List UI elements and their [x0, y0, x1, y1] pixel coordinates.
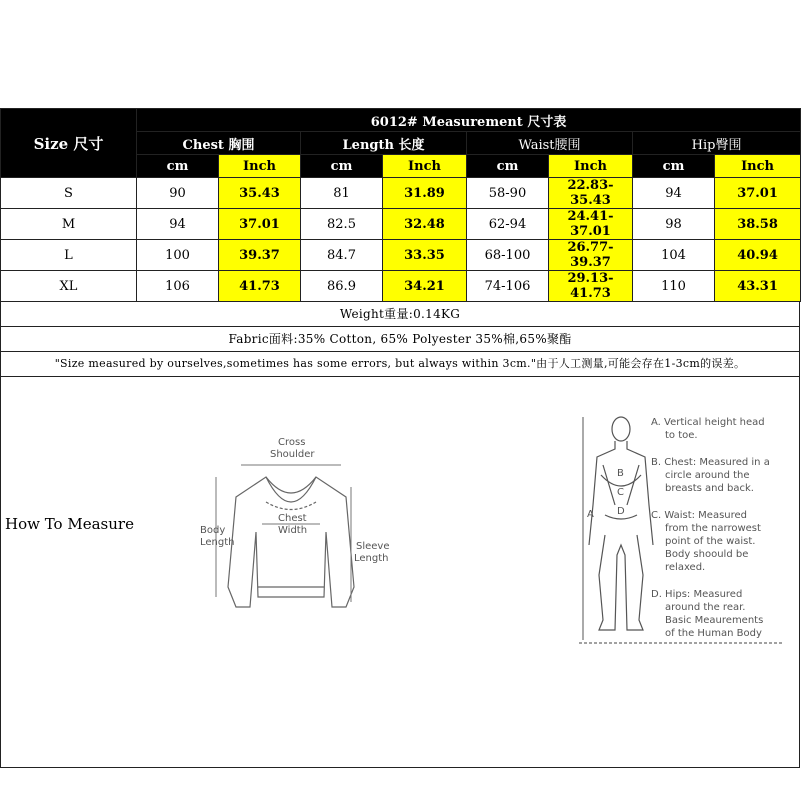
chest-header: Chest 胸围 [137, 132, 301, 155]
chest-cm-cell: 90 [137, 178, 219, 209]
waist-header: Waist腰围 [467, 132, 633, 155]
chest-cm-cell: 94 [137, 209, 219, 240]
hip-inch-cell: 38.58 [715, 209, 801, 240]
letter-c: C [617, 487, 624, 498]
waist-cm-cell: 58-90 [467, 178, 549, 209]
unit-cm: cm [633, 155, 715, 178]
note-c-line: point of the waist. [665, 536, 756, 547]
length-header: Length 长度 [301, 132, 467, 155]
hip-cm-cell: 94 [633, 178, 715, 209]
body-outline [589, 417, 653, 630]
note-d-line: D. Hips: Measured [651, 589, 743, 600]
length-cm-cell: 84.7 [301, 240, 383, 271]
hip-inch-cell: 43.31 [715, 271, 801, 302]
waist-cm-cell: 74-106 [467, 271, 549, 302]
weight-line: Weight重量:0.14KG [0, 302, 800, 327]
table-title: 6012# Measurement 尺寸表 [137, 109, 801, 132]
note-c-line: Body shoould be [665, 549, 749, 560]
length-cm-cell: 81 [301, 178, 383, 209]
table-row [1, 271, 801, 302]
size-cell: S [1, 178, 137, 209]
size-header: Size 尺寸 [1, 109, 137, 178]
size-cell: XL [1, 271, 137, 302]
hip-inch-cell: 37.01 [715, 178, 801, 209]
note-d-line: around the rear. [665, 602, 746, 613]
sleeve-length-label: Length [354, 553, 389, 564]
garment-outline [228, 477, 354, 607]
chest-cm-cell: 100 [137, 240, 219, 271]
hip-inch-cell: 40.94 [715, 240, 801, 271]
table-row [1, 178, 801, 209]
table-row [1, 240, 801, 271]
note-a-line: to toe. [665, 430, 698, 441]
letter-b: B [617, 468, 624, 479]
note-a-line: A. Vertical height head [651, 417, 765, 428]
chest-width-label: Chest [278, 513, 307, 524]
note-d-line: Basic Meaurements [665, 615, 764, 626]
note-d-line: of the Human Body [665, 628, 762, 639]
unit-inch: Inch [549, 155, 633, 178]
length-cm-cell: 86.9 [301, 271, 383, 302]
size-cell: M [1, 209, 137, 240]
waist-inch-cell: 26.77-39.37 [549, 240, 633, 271]
disclaimer-note: "Size measured by ourselves,sometimes has some errors, but always within 3cm."由于人工测量,可能会存在1-3cm的误差。 [0, 352, 800, 377]
table-row [1, 209, 801, 240]
letter-a: A [587, 509, 594, 520]
size-chart [0, 108, 800, 768]
chest-inch-cell: 37.01 [219, 209, 301, 240]
waist-inch-cell: 24.41-37.01 [549, 209, 633, 240]
body-length-label: Body [200, 525, 226, 536]
note-b-line: B. Chest: Measured in a [651, 457, 770, 468]
unit-inch: Inch [219, 155, 301, 178]
note-c-line: C. Waist: Measured [651, 510, 748, 521]
length-inch-cell: 34.21 [383, 271, 467, 302]
chest-width-label: Width [278, 525, 308, 536]
hip-cm-cell: 110 [633, 271, 715, 302]
garment-diagram [196, 437, 390, 637]
fabric-line: Fabric面料:35% Cotton, 65% Polyester 35%棉,65%聚酯 [0, 327, 800, 352]
chest-inch-cell: 41.73 [219, 271, 301, 302]
size-table [0, 108, 801, 302]
length-inch-cell: 31.89 [383, 178, 467, 209]
letter-d: D [617, 506, 625, 517]
waist-cm-cell: 68-100 [467, 240, 549, 271]
hip-cm-cell: 98 [633, 209, 715, 240]
unit-cm: cm [467, 155, 549, 178]
body-notes [651, 417, 770, 639]
note-c-line: relaxed. [665, 562, 706, 573]
hip-cm-cell: 104 [633, 240, 715, 271]
unit-inch: Inch [383, 155, 467, 178]
hip-header: Hip臀围 [633, 132, 801, 155]
unit-cm: cm [137, 155, 219, 178]
note-c-line: from the narrowest [665, 523, 761, 534]
unit-inch: Inch [715, 155, 801, 178]
sleeve-length-label: Sleeve [356, 541, 390, 552]
size-cell: L [1, 240, 137, 271]
how-to-measure-panel [0, 377, 800, 768]
note-b-line: circle around the [665, 470, 750, 481]
how-to-measure-label: How To Measure [5, 515, 134, 533]
length-inch-cell: 33.35 [383, 240, 467, 271]
cross-shoulder-label: Shoulder [270, 449, 315, 460]
chest-inch-cell: 39.37 [219, 240, 301, 271]
waist-inch-cell: 22.83-35.43 [549, 178, 633, 209]
body-length-label: Length [200, 537, 235, 548]
chest-inch-cell: 35.43 [219, 178, 301, 209]
waist-cm-cell: 62-94 [467, 209, 549, 240]
note-b-line: breasts and back. [665, 483, 754, 494]
chest-cm-cell: 106 [137, 271, 219, 302]
body-diagram [579, 415, 789, 665]
cross-shoulder-label: Cross [278, 437, 306, 448]
waist-inch-cell: 29.13-41.73 [549, 271, 633, 302]
length-inch-cell: 32.48 [383, 209, 467, 240]
length-cm-cell: 82.5 [301, 209, 383, 240]
unit-cm: cm [301, 155, 383, 178]
